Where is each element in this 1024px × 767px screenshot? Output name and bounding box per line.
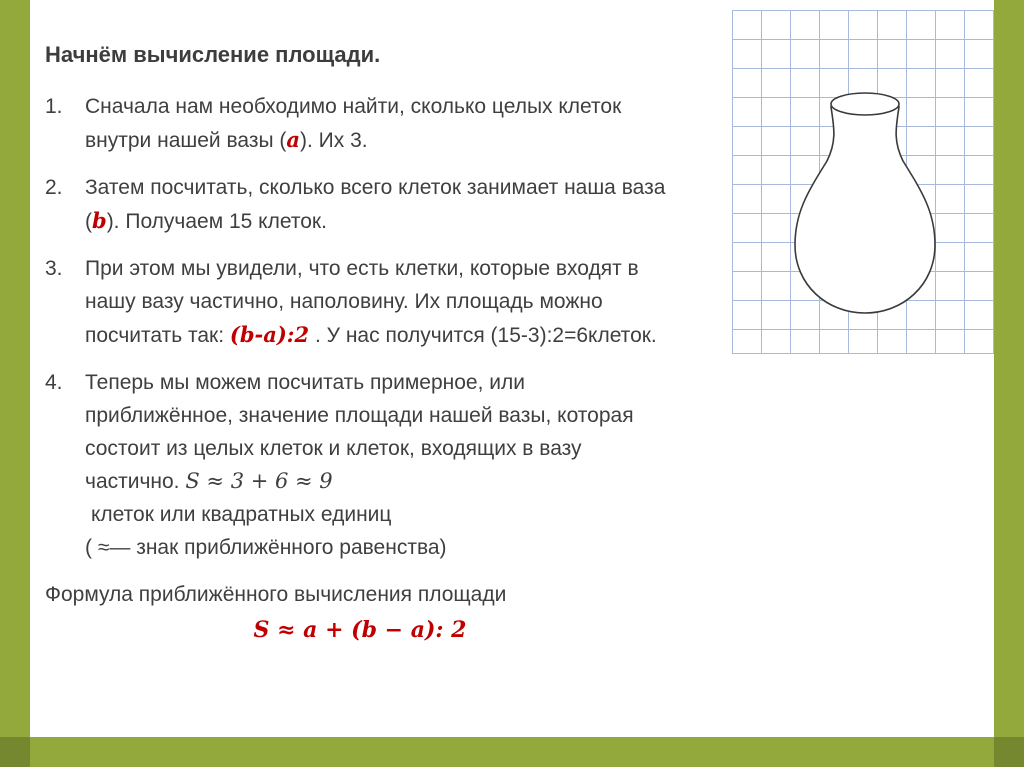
area-formula: S ≈ a + (b − a): 2 [253,617,467,643]
item-number: 1. [45,95,63,118]
frame-left [0,0,30,767]
item-sub-line: клеток или квадратных единиц [91,503,392,526]
variable-a: a [286,127,301,152]
item-text-run: При этом мы увидели, что есть клетки, которые входят в нашу вазу частично, наполовину. Их площадь можно посчитать так: [85,257,639,347]
item-number: 3. [45,257,63,280]
item-sub-line: ( ≈— знак приближённого равенства) [85,536,447,559]
footer-label: Формула приближённого вычисления площади [45,583,507,606]
slide-content [30,0,675,647]
formula-b-minus-a-div-2: (b-a):2 [229,322,310,347]
frame-corner-bottom-left [0,737,30,767]
grid-paper [732,10,994,354]
approx-sum-math: S ≈ 3 + 6 ≈ 9 [185,469,333,493]
item-text [85,366,675,564]
frame-corner-bottom-right [994,737,1024,767]
item-text-run: ). Их 3. [300,129,368,152]
slide-title: Начнём вычисление площади. [45,42,381,67]
item-number: 2. [45,176,63,199]
list-item-4 [45,366,675,564]
item-number: 4. [45,371,63,394]
item-text-run: . У нас получится (15-3):2=6клеток. [309,324,657,347]
list-item-1 [45,90,675,157]
item-text [85,90,675,157]
vase-body [795,107,935,313]
vase-illustration [733,11,993,353]
item-text-run: Теперь мы можем посчитать примерное, или приближённое, значение площади нашей вазы, которая состоит из целых клеток и клеток, входящих в вазу частично. [85,371,634,493]
item-text [85,171,675,238]
list-item-3 [45,252,675,352]
item-text-run: Сначала нам необходимо найти, сколько целых клеток внутри нашей вазы ( [85,95,622,152]
item-text-run: ). Получаем 15 клеток. [106,210,327,233]
frame-bottom [0,737,1024,767]
list-item-2 [45,171,675,238]
item-text [85,252,675,352]
item-text-run: Затем посчитать, сколько всего клеток занимает наша ваза ( [85,176,666,233]
vase-mouth [831,93,899,115]
variable-b: b [92,208,107,233]
frame-right [994,0,1024,767]
